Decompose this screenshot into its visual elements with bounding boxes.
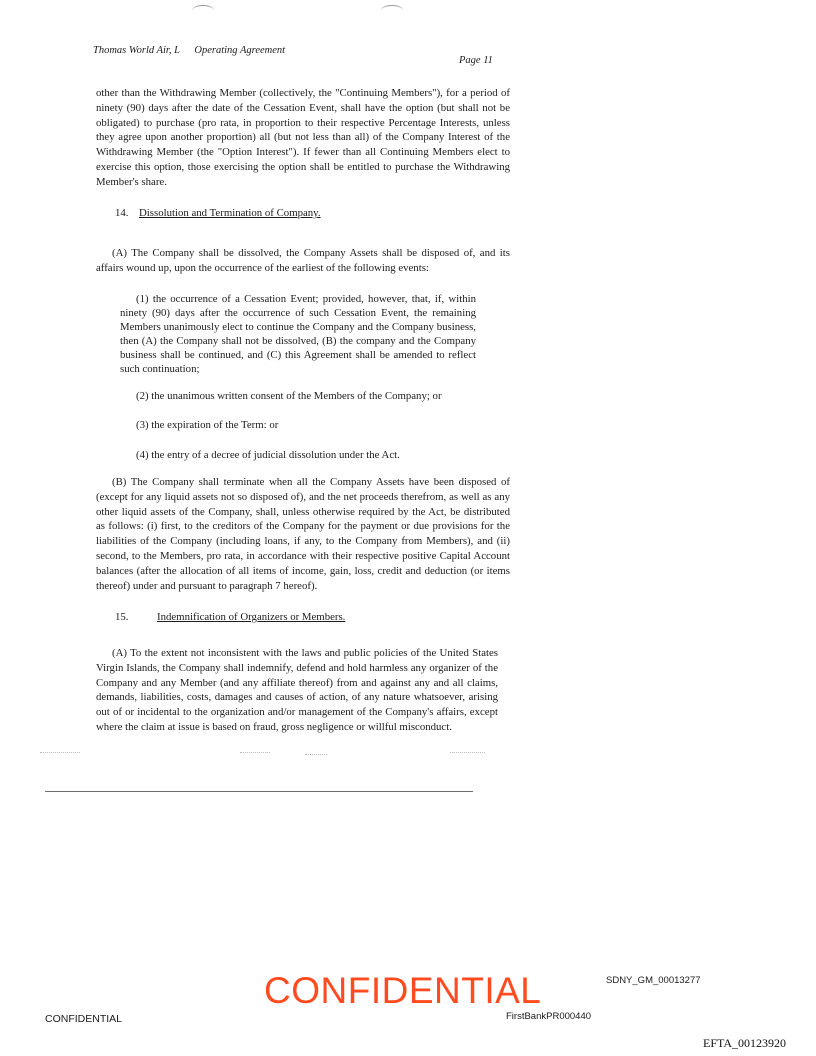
horizontal-rule bbox=[45, 791, 473, 792]
page-number: Page 11 bbox=[459, 55, 493, 66]
section-title: Indemnification of Organizers or Members. bbox=[157, 611, 346, 623]
paragraph-text: (B) The Company shall terminate when all the Company Assets have been disposed of (except for any liquid assets not so disposed of), and the net proceeds therefrom, as well as any other liquid assets of the Company, shall, unless otherwise required by the Act, be distributed as follows: (i) first, to the creditors of the Company for the payment or due provisions for the liabilities of the Company (including loans, if any, to the Company from Members), and (ii) second, to the Members, pro rata, in accordance with their respective positive Capital Account balances (after the allocation of all items of income, gain, loss, credit and deduction (or items thereof) under and pursuant to paragraph 7 hereof). bbox=[96, 476, 510, 592]
section-heading-14 bbox=[115, 207, 321, 219]
clause-14a-1 bbox=[120, 292, 476, 376]
section-heading-15 bbox=[115, 611, 345, 623]
section-number: 14. bbox=[115, 207, 129, 219]
paragraph-text: (A) To the extent not inconsistent with the laws and public policies of the United States Virgin Islands, the Company shall indemnify, defend and hold harmless any organizer of the Company and any Member (and any affiliate thereof) from and against any and all claims, demands, liabilities, costs, damages and causes of action, of any nature whatsoever, arising out of or incidental to the organization and/or management of the Company's affairs, except where the claim at issue is based on fraud, gross negligence or willful misconduct. bbox=[96, 647, 498, 733]
clause-14b bbox=[96, 475, 510, 593]
efta-number: EFTA_00123920 bbox=[703, 1036, 787, 1050]
running-header bbox=[93, 45, 285, 56]
production-number: FirstBankPR000440 bbox=[506, 1011, 592, 1022]
scan-artifact bbox=[192, 5, 214, 16]
scan-artifact bbox=[381, 5, 403, 16]
header-doc-title: Operating Agreement bbox=[194, 45, 286, 56]
scan-artifact bbox=[450, 752, 485, 754]
header-company: Thomas World Air, L bbox=[93, 45, 180, 56]
clause-14a-3: (3) the expiration of the Term: or bbox=[136, 419, 279, 431]
bates-number: SDNY_GM_00013277 bbox=[606, 975, 701, 986]
scan-artifact bbox=[240, 752, 270, 754]
scan-artifact bbox=[305, 754, 327, 756]
clause-15a bbox=[96, 646, 498, 735]
clause-14a-4: (4) the entry of a decree of judicial dissolution under the Act. bbox=[136, 449, 400, 461]
paragraph-text: other than the Withdrawing Member (collectively, the "Continuing Members"), for a period of ninety (90) days after the date of the Cessation Event, shall have the option (but shall not be obligated) to purchase (pro rata, in proportion to their respective Percentage Interests, unless they agree upon another proportion) all (but not less than all) of the Company Interest of the Withdrawing Member (the "Option Interest"). If fewer than all Continuing Members elect to exercise this option, those exercising the option shall be entitled to purchase the Withdrawing Member's share. bbox=[96, 87, 510, 188]
clause-14a bbox=[96, 246, 510, 276]
confidential-label: CONFIDENTIAL bbox=[45, 1013, 123, 1025]
clause-14a-2: (2) the unanimous written consent of the Members of the Company; or bbox=[136, 390, 442, 402]
paragraph-text: (A) The Company shall be dissolved, the Company Assets shall be disposed of, and its affairs wound up, upon the occurrence of the earliest of the following events: bbox=[96, 247, 510, 274]
scan-artifact bbox=[40, 752, 80, 754]
continuation-paragraph bbox=[96, 86, 510, 190]
section-number: 15. bbox=[115, 611, 129, 623]
section-title: Dissolution and Termination of Company. bbox=[139, 207, 321, 219]
paragraph-text: (1) the occurrence of a Cessation Event; provided, however, that, if, within ninety (90) days after the occurrence of such Cessation Event, the remaining Members unanimously elect to continue the Company and the Company business, then (A) the Company shall not be dissolved, (B) the company and the Company business shall be continued, and (C) this Agreement shall be amended to reflect such continuation; bbox=[120, 293, 476, 375]
confidential-stamp: CONFIDENTIAL bbox=[264, 970, 542, 1011]
